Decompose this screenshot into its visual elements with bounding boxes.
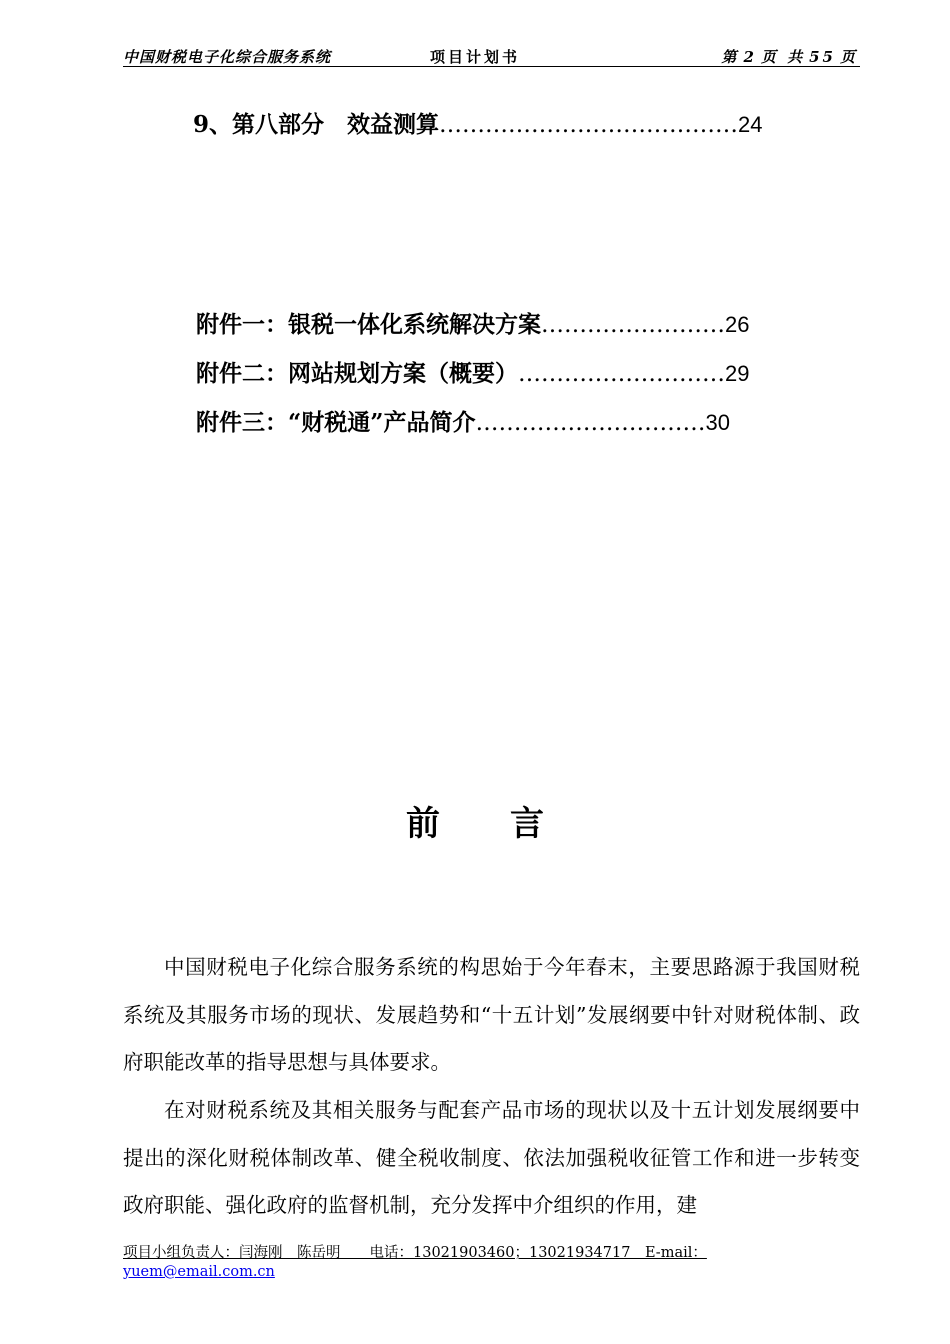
body-paragraph: 在对财税系统及其相关服务与配套产品市场的现状以及十五计划发展纲要中提出的深化财税体制改革、健全税收制度、依法加强税收征管工作和进一步转变政府职能、强化政府的监督机制，充分发挥中介组织的作用，建: [123, 1098, 860, 1217]
footer-email-link[interactable]: yuem@email.com.cn: [123, 1264, 275, 1280]
toc-entry-page: 29: [725, 361, 750, 386]
toc-entry[interactable]: [196, 355, 749, 388]
header-doc-type: 项目计划书: [430, 48, 521, 66]
header-page-number: 第 2 页 共 55 页: [721, 48, 858, 66]
header-title: 中国财税电子化综合服务系统: [123, 48, 332, 66]
toc-entry[interactable]: [196, 404, 730, 437]
toc-entry-label: 附件一：银税一体化系统解决方案: [196, 311, 541, 338]
toc-entry-label: 9、第八部分 效益测算: [193, 111, 440, 138]
toc-entry[interactable]: [193, 106, 763, 139]
toc-leader-dots: …………………………………: [439, 112, 739, 138]
toc-entry-page: 24: [738, 112, 763, 137]
toc-entry-label: 附件二：网站规划方案（概要）: [196, 360, 518, 387]
page-header: [123, 44, 860, 67]
toc-entry-page: 30: [705, 410, 730, 435]
toc-leader-dots: ……………………: [541, 312, 725, 338]
toc-entry-page: 26: [725, 312, 750, 337]
section-heading: 前 言: [406, 804, 544, 844]
toc-entry[interactable]: [196, 306, 749, 339]
footer-contact: 项目小组负责人：闫海刚 陈岳明 电话：13021903460；13021934717 E-mail：: [123, 1245, 707, 1261]
toc-leader-dots: …………………………: [475, 410, 706, 436]
toc-entry-label: 附件三：“财税通”产品简介: [196, 409, 476, 436]
page-footer: [123, 1244, 823, 1282]
body-paragraph: 中国财税电子化综合服务系统的构思始于今年春末，主要思路源于我国财税系统及其服务市场的现状、发展趋势和“十五计划”发展纲要中针对财税体制、政府职能改革的指导思想与具体要求。: [123, 955, 860, 1074]
toc-leader-dots: ………………………: [518, 361, 725, 387]
